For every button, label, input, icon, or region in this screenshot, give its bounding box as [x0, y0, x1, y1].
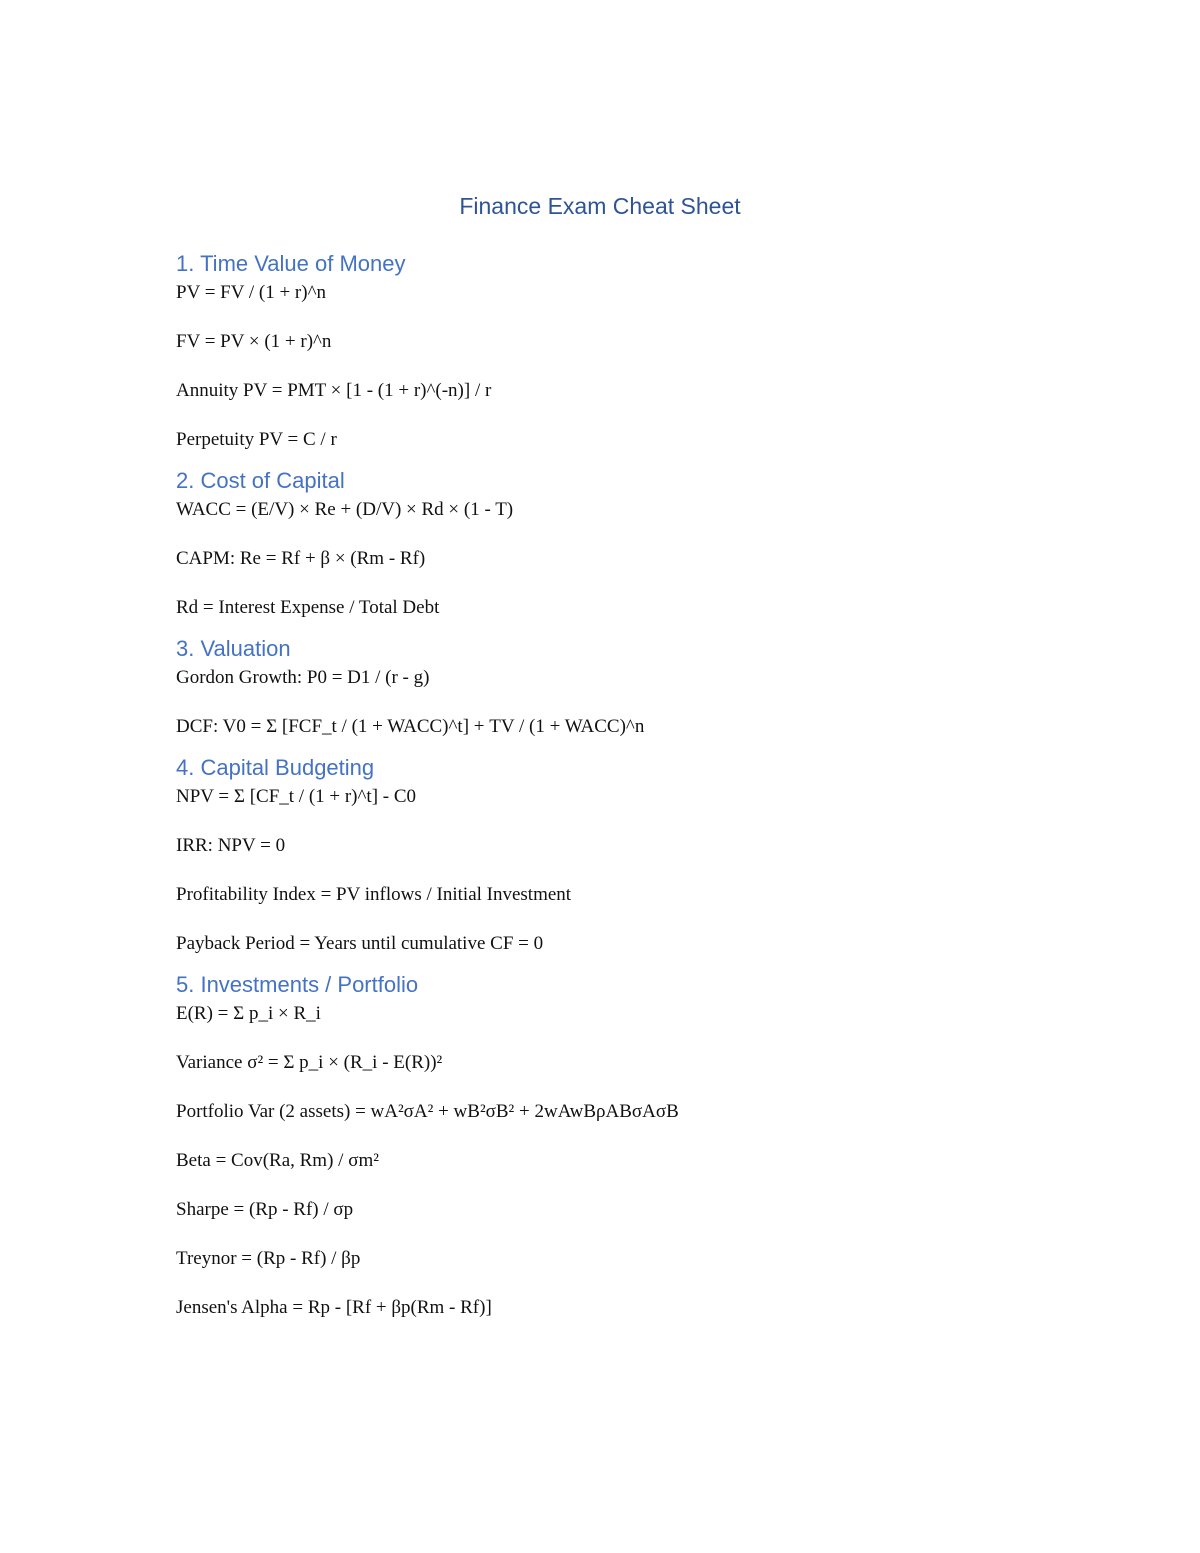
section-capital-budgeting [176, 752, 1076, 957]
document-title: Finance Exam Cheat Sheet [459, 193, 741, 219]
document-body [176, 248, 1076, 1321]
formula-line: E(R) = Σ p_i × R_i [176, 1003, 321, 1024]
section-heading: 3. Valuation [176, 636, 291, 661]
section-heading: 1. Time Value of Money [176, 251, 406, 276]
formula-line: Portfolio Var (2 assets) = wA²σA² + wB²σB² + 2wAwBρABσAσB [176, 1101, 679, 1122]
section-time-value-of-money [176, 248, 1076, 453]
formula-line: DCF: V0 = Σ [FCF_t / (1 + WACC)^t] + TV / (1 + WACC)^n [176, 716, 645, 737]
formula-line: PV = FV / (1 + r)^n [176, 282, 326, 303]
formula-line: Variance σ² = Σ p_i × (R_i - E(R))² [176, 1052, 443, 1073]
section-heading: 2. Cost of Capital [176, 468, 345, 493]
section-cost-of-capital [176, 465, 1076, 621]
formula-line: Jensen's Alpha = Rp - [Rf + βp(Rm - Rf)] [176, 1297, 492, 1318]
formula-line: Annuity PV = PMT × [1 - (1 + r)^(-n)] / r [176, 380, 492, 401]
formula-line: Sharpe = (Rp - Rf) / σp [176, 1199, 354, 1220]
formula-line: WACC = (E/V) × Re + (D/V) × Rd × (1 - T) [176, 499, 514, 520]
formula-line: CAPM: Re = Rf + β × (Rm - Rf) [176, 548, 426, 569]
formula-line: Beta = Cov(Ra, Rm) / σm² [176, 1150, 379, 1171]
formula-line: FV = PV × (1 + r)^n [176, 331, 332, 352]
formula-line: Treynor = (Rp - Rf) / βp [176, 1248, 361, 1269]
section-investments-portfolio [176, 969, 1076, 1321]
formula-line: Gordon Growth: P0 = D1 / (r - g) [176, 667, 430, 688]
formula-line: IRR: NPV = 0 [176, 835, 286, 856]
section-valuation [176, 633, 1076, 740]
formula-line: Perpetuity PV = C / r [176, 429, 337, 450]
section-heading: 5. Investments / Portfolio [176, 972, 419, 997]
formula-line: Profitability Index = PV inflows / Initial Investment [176, 884, 572, 905]
formula-line: Rd = Interest Expense / Total Debt [176, 597, 440, 618]
section-heading: 4. Capital Budgeting [176, 755, 375, 780]
formula-line: Payback Period = Years until cumulative CF = 0 [176, 933, 544, 954]
formula-line: NPV = Σ [CF_t / (1 + r)^t] - C0 [176, 786, 417, 807]
